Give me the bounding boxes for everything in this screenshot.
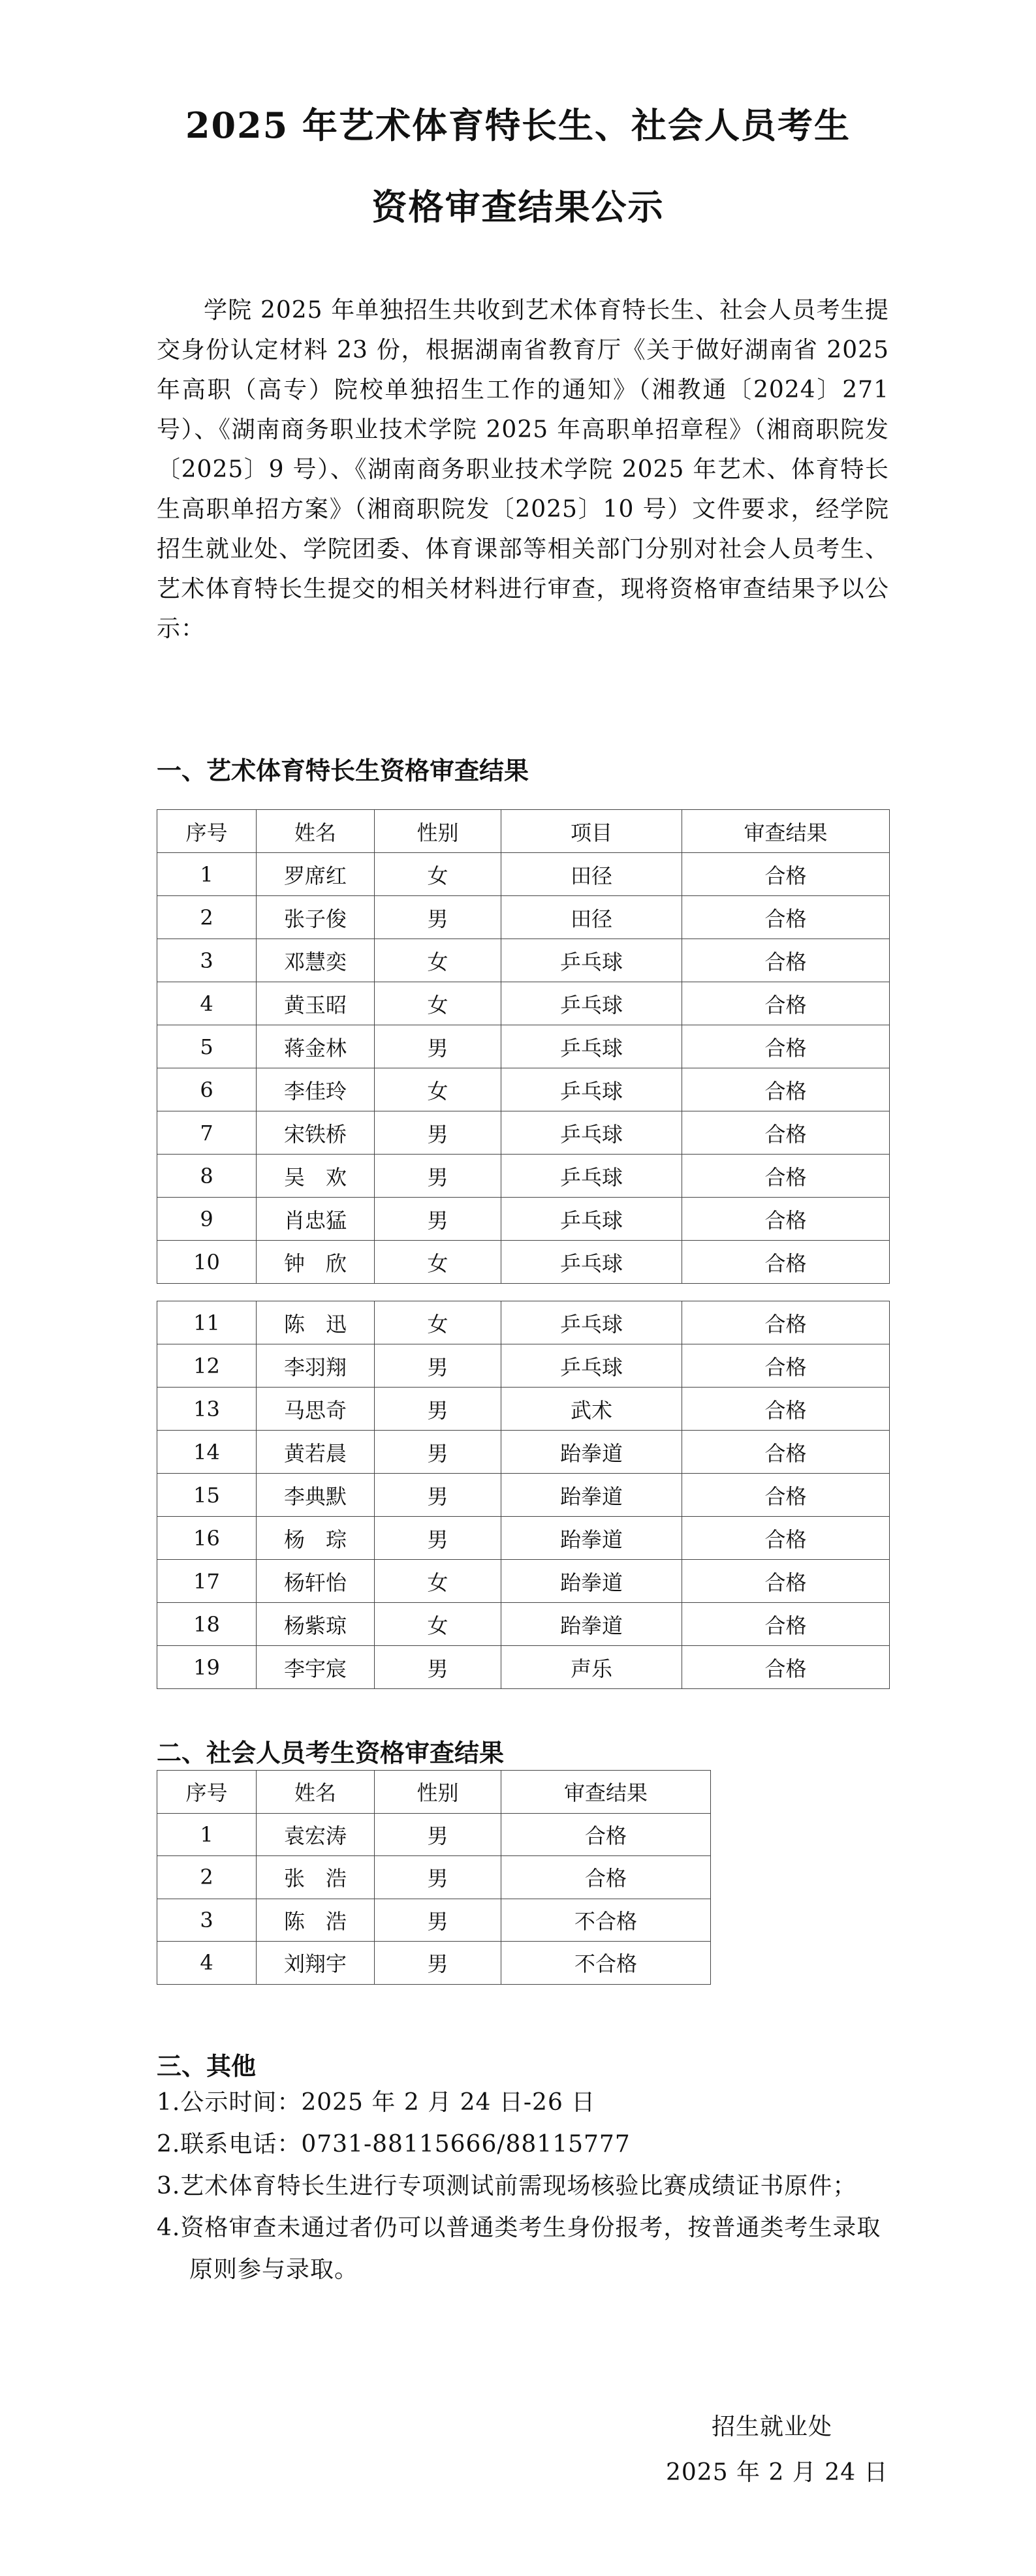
note-item-failed-review: 4.资格审查未通过者仍可以普通类考生身份报考，按普通类考生录取原则参与录取。: [157, 2214, 881, 2283]
other-notes-list: [157, 2082, 889, 2291]
table-row: [157, 1517, 890, 1560]
table-row: [157, 1155, 890, 1198]
cell-gender: 男: [375, 1025, 501, 1068]
header-result: 审查结果: [682, 810, 890, 853]
header-name: 姓名: [257, 1771, 375, 1814]
cell-index: 6: [157, 1068, 257, 1111]
section3-heading: 三、其他: [157, 2052, 257, 2081]
cell-name: 李典默: [257, 1474, 375, 1517]
cell-name: 宋铁桥: [257, 1111, 375, 1155]
cell-event: 乒乓球: [501, 1155, 682, 1198]
table-row: [157, 1474, 890, 1517]
header-index: 序号: [157, 810, 257, 853]
cell-result: 合格: [682, 1517, 890, 1560]
cell-event: 乒乓球: [501, 1068, 682, 1111]
cell-result: 合格: [682, 1241, 890, 1284]
cell-index: 3: [157, 939, 257, 982]
cell-index: 1: [157, 853, 257, 896]
section2-heading: 二、社会人员考生资格审查结果: [157, 1739, 505, 1767]
cell-event: 乒乓球: [501, 1025, 682, 1068]
header-result: 审查结果: [501, 1771, 711, 1814]
cell-name: 杨 琮: [257, 1517, 375, 1560]
cell-index: 18: [157, 1603, 257, 1646]
cell-result: 合格: [682, 1068, 890, 1111]
cell-gender: 女: [375, 1603, 501, 1646]
table-row: [157, 1301, 890, 1344]
cell-index: 19: [157, 1646, 257, 1689]
cell-name: 吴 欢: [257, 1155, 375, 1198]
cell-name: 邓慧奕: [257, 939, 375, 982]
cell-result: 合格: [682, 939, 890, 982]
cell-gender: 男: [375, 1344, 501, 1388]
cell-result: 合格: [682, 1111, 890, 1155]
cell-index: 2: [157, 1856, 257, 1899]
cell-name: 黄玉昭: [257, 982, 375, 1025]
table-row: [157, 1025, 890, 1068]
cell-event: 乒乓球: [501, 1301, 682, 1344]
cell-result: 合格: [682, 1646, 890, 1689]
cell-gender: 男: [375, 1474, 501, 1517]
cell-event: 跆拳道: [501, 1603, 682, 1646]
cell-result: 不合格: [501, 1899, 711, 1942]
header-name: 姓名: [257, 810, 375, 853]
table-row: [157, 1344, 890, 1388]
table-row: [157, 1646, 890, 1689]
cell-index: 10: [157, 1241, 257, 1284]
cell-event: 武术: [501, 1388, 682, 1431]
cell-index: 16: [157, 1517, 257, 1560]
cell-name: 刘翔宇: [257, 1942, 375, 1985]
cell-gender: 男: [375, 1942, 501, 1985]
cell-gender: 男: [375, 1155, 501, 1198]
cell-index: 17: [157, 1560, 257, 1603]
document-title-line1: 2025 年艺术体育特长生、社会人员考生: [185, 104, 851, 146]
social-candidates-results-table: [157, 1770, 711, 1985]
cell-result: 合格: [682, 1025, 890, 1068]
table-row: [157, 1068, 890, 1111]
table-row: [157, 1388, 890, 1431]
cell-name: 李宇宸: [257, 1646, 375, 1689]
cell-event: 跆拳道: [501, 1474, 682, 1517]
cell-gender: 男: [375, 1198, 501, 1241]
cell-index: 4: [157, 1942, 257, 1985]
cell-name: 杨紫琼: [257, 1603, 375, 1646]
table-row: [157, 939, 890, 982]
cell-index: 5: [157, 1025, 257, 1068]
cell-index: 11: [157, 1301, 257, 1344]
cell-result: 不合格: [501, 1942, 711, 1985]
cell-index: 13: [157, 1388, 257, 1431]
signature-date: 2025 年 2 月 24 日: [666, 2459, 888, 2486]
cell-gender: 女: [375, 1241, 501, 1284]
cell-event: 田径: [501, 853, 682, 896]
table-row: [157, 896, 890, 939]
cell-result: 合格: [501, 1856, 711, 1899]
cell-index: 14: [157, 1431, 257, 1474]
cell-index: 3: [157, 1899, 257, 1942]
cell-index: 12: [157, 1344, 257, 1388]
cell-name: 钟 欣: [257, 1241, 375, 1284]
cell-result: 合格: [501, 1813, 711, 1856]
table-row: [157, 1111, 890, 1155]
cell-gender: 女: [375, 982, 501, 1025]
cell-gender: 男: [375, 1111, 501, 1155]
table-row: [157, 1899, 711, 1942]
cell-gender: 男: [375, 1856, 501, 1899]
cell-name: 罗席红: [257, 853, 375, 896]
document-title-line2: 资格审查结果公示: [371, 186, 665, 228]
cell-result: 合格: [682, 1431, 890, 1474]
cell-event: 乒乓球: [501, 982, 682, 1025]
cell-event: 乒乓球: [501, 1344, 682, 1388]
cell-result: 合格: [682, 1560, 890, 1603]
cell-gender: 男: [375, 1517, 501, 1560]
cell-name: 杨轩怡: [257, 1560, 375, 1603]
cell-gender: 男: [375, 1431, 501, 1474]
cell-result: 合格: [682, 1388, 890, 1431]
cell-index: 9: [157, 1198, 257, 1241]
table-row: [157, 1560, 890, 1603]
cell-gender: 男: [375, 1646, 501, 1689]
cell-event: 声乐: [501, 1646, 682, 1689]
arts-sports-results-table: [157, 809, 890, 1284]
cell-result: 合格: [682, 1155, 890, 1198]
cell-gender: 女: [375, 1301, 501, 1344]
table-row: [157, 1603, 890, 1646]
table-row: [157, 1431, 890, 1474]
table-row: [157, 1942, 711, 1985]
cell-index: 2: [157, 896, 257, 939]
note-item-publicity-period: 1.公示时间：2025 年 2 月 24 日-26 日: [157, 2089, 596, 2116]
cell-index: 1: [157, 1813, 257, 1856]
cell-index: 15: [157, 1474, 257, 1517]
cell-gender: 男: [375, 1388, 501, 1431]
cell-result: 合格: [682, 1474, 890, 1517]
cell-name: 陈 浩: [257, 1899, 375, 1942]
table-row: [157, 1813, 711, 1856]
note-item-contact-phone: 2.联系电话：0731-88115666/88115777: [157, 2131, 631, 2158]
cell-gender: 女: [375, 853, 501, 896]
cell-gender: 男: [375, 1813, 501, 1856]
header-gender: 性别: [375, 1771, 501, 1814]
table-header-row: [157, 1771, 711, 1814]
cell-event: 乒乓球: [501, 939, 682, 982]
table-row: [157, 1241, 890, 1284]
header-event: 项目: [501, 810, 682, 853]
cell-result: 合格: [682, 1603, 890, 1646]
cell-index: 8: [157, 1155, 257, 1198]
cell-name: 张 浩: [257, 1856, 375, 1899]
cell-gender: 女: [375, 1068, 501, 1111]
cell-event: 乒乓球: [501, 1111, 682, 1155]
arts-sports-results-table-continued: [157, 1301, 890, 1689]
note-item-certificate-check: 3.艺术体育特长生进行专项测试前需现场核验比赛成绩证书原件；: [157, 2173, 857, 2199]
intro-paragraph: 学院 2025 年单独招生共收到艺术体育特长生、社会人员考生提交身份认定材料 23 份，根据湖南省教育厅《关于做好湖南省 2025 年高职（高专）院校单独招生工作的通知》（湘教通〔2024〕271 号）、《湖南商务职业技术学院 2025 年高职单招章程》（湘商职院发〔2025〕9 号）、《湖南商务职业技术学院 2025 年艺术、体育特长生高职单招方案》（湘商职院发〔2025〕10 号）文件要求，经学院招生就业处、学院团委、体育课部等相关部门分别对社会人员考生、艺术体育特长生提交的相关材料进行审查，现将资格审查结果予以公示：: [157, 297, 889, 642]
cell-name: 黄若晨: [257, 1431, 375, 1474]
cell-name: 肖忠猛: [257, 1198, 375, 1241]
cell-event: 乒乓球: [501, 1241, 682, 1284]
cell-name: 李佳玲: [257, 1068, 375, 1111]
cell-name: 蒋金林: [257, 1025, 375, 1068]
cell-name: 陈 迅: [257, 1301, 375, 1344]
table-row: [157, 853, 890, 896]
cell-event: 跆拳道: [501, 1560, 682, 1603]
cell-result: 合格: [682, 1344, 890, 1388]
cell-event: 乒乓球: [501, 1198, 682, 1241]
cell-result: 合格: [682, 1198, 890, 1241]
cell-name: 李羽翔: [257, 1344, 375, 1388]
cell-result: 合格: [682, 896, 890, 939]
cell-event: 跆拳道: [501, 1517, 682, 1560]
cell-index: 7: [157, 1111, 257, 1155]
cell-name: 袁宏涛: [257, 1813, 375, 1856]
table-row: [157, 1198, 890, 1241]
table-row: [157, 1856, 711, 1899]
cell-index: 4: [157, 982, 257, 1025]
table-row: [157, 982, 890, 1025]
cell-gender: 女: [375, 939, 501, 982]
signature-organization: 招生就业处: [712, 2413, 833, 2440]
cell-result: 合格: [682, 853, 890, 896]
cell-name: 张子俊: [257, 896, 375, 939]
section1-heading: 一、艺术体育特长生资格审查结果: [157, 756, 529, 785]
cell-result: 合格: [682, 982, 890, 1025]
cell-event: 跆拳道: [501, 1431, 682, 1474]
header-index: 序号: [157, 1771, 257, 1814]
header-gender: 性别: [375, 810, 501, 853]
cell-gender: 男: [375, 1899, 501, 1942]
cell-result: 合格: [682, 1301, 890, 1344]
cell-gender: 女: [375, 1560, 501, 1603]
cell-gender: 男: [375, 896, 501, 939]
table-header-row: [157, 810, 890, 853]
cell-event: 田径: [501, 896, 682, 939]
cell-name: 马思奇: [257, 1388, 375, 1431]
